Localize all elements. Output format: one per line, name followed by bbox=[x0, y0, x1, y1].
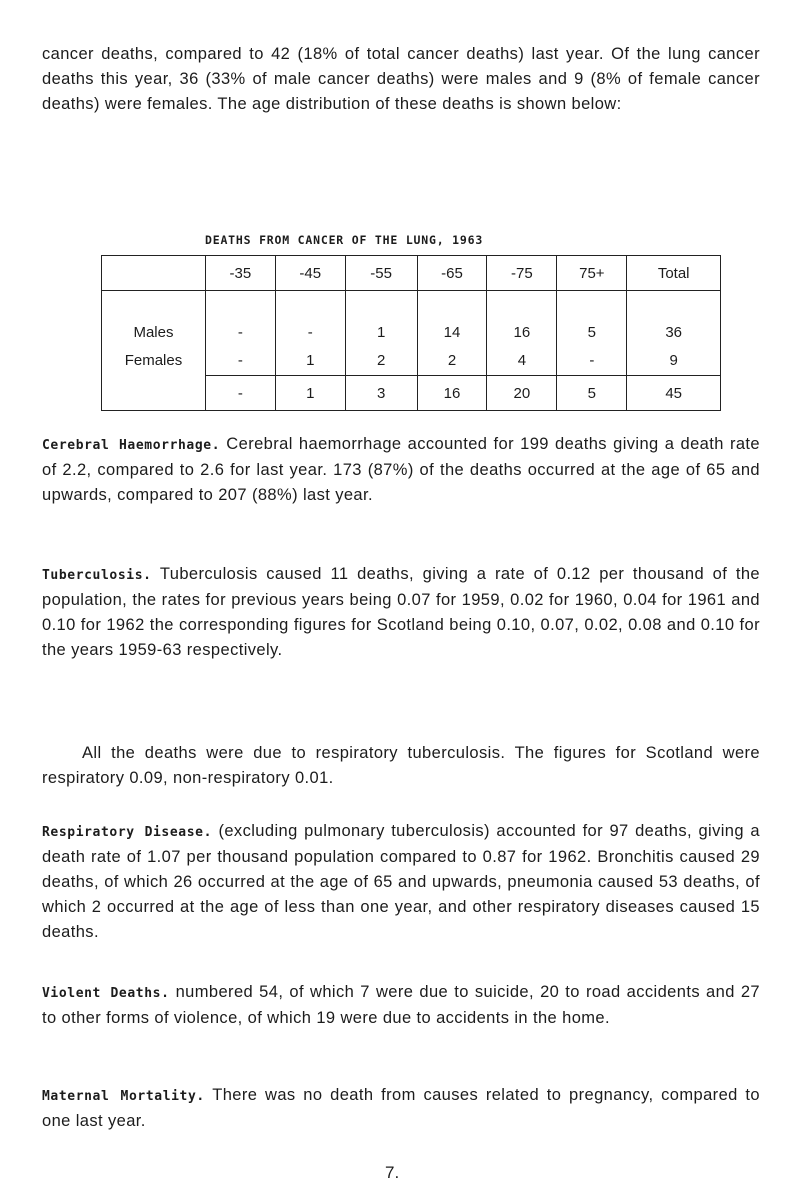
section-text: Tuberculosis caused 11 deaths, giving a rate of 0.12 per thousand of the population, the rates for previous years being 0.07 for 1959, 0.02 for 1960, 0.04 for 1961 and 0.10 for 1962 the corresponding figures for Scotland being 0.10, 0.07, 0.02, 0.08 and 0.10 for the years 1959-63 respectively. bbox=[42, 565, 760, 659]
col-header: -65 bbox=[417, 256, 487, 291]
cell-females: 9 bbox=[669, 352, 678, 369]
col-header: 75+ bbox=[557, 256, 627, 291]
body-cell bbox=[275, 291, 345, 376]
total-cell: 16 bbox=[417, 376, 487, 411]
total-cell: 5 bbox=[557, 376, 627, 411]
body-cell bbox=[417, 291, 487, 376]
body-cell bbox=[345, 291, 417, 376]
cell-males: 5 bbox=[587, 324, 596, 341]
total-cell: 3 bbox=[345, 376, 417, 411]
cell-males: 14 bbox=[443, 324, 461, 341]
table-header-row bbox=[102, 256, 721, 291]
intro-paragraph: cancer deaths, compared to 42 (18% of total cancer deaths) last year. Of the lung cancer deaths this year, 36 (33% of male cancer deaths) were males and 9 (8% of female cancer deaths) were females. The age distribution of these deaths is shown below: bbox=[42, 45, 760, 113]
body-cell bbox=[557, 291, 627, 376]
cell-males: - bbox=[237, 324, 243, 341]
section-heading: Maternal Mortality. bbox=[42, 1089, 205, 1104]
col-header: -75 bbox=[487, 256, 557, 291]
section-text: There was no death from causes related to pregnancy, compared to one last year. bbox=[42, 1086, 760, 1130]
total-cell: - bbox=[205, 376, 275, 411]
cell-females: - bbox=[589, 352, 595, 369]
tuberculosis-paragraph bbox=[42, 562, 760, 663]
header-blank-cell bbox=[102, 256, 206, 291]
section-heading: Cerebral Haemorrhage. bbox=[42, 438, 221, 453]
respiratory-tb-paragraph bbox=[42, 741, 760, 791]
page-number: 7. bbox=[385, 1163, 400, 1182]
total-cell: 1 bbox=[275, 376, 345, 411]
total-cell: 45 bbox=[627, 376, 721, 411]
table-title: DEATHS FROM CANCER OF THE LUNG, 1963 bbox=[205, 233, 484, 247]
cell-males: 16 bbox=[513, 324, 531, 341]
cell-females: 2 bbox=[376, 352, 386, 369]
section-heading: Violent Deaths. bbox=[42, 986, 170, 1001]
col-header: -35 bbox=[205, 256, 275, 291]
cell-females: 1 bbox=[306, 352, 315, 369]
cell-males: 1 bbox=[376, 324, 386, 341]
row-labels-cell bbox=[102, 291, 206, 411]
col-header: -45 bbox=[275, 256, 345, 291]
cell-females: - bbox=[237, 352, 243, 369]
cell-females: 2 bbox=[447, 352, 457, 369]
body-cell bbox=[627, 291, 721, 376]
cell-females: 4 bbox=[517, 352, 527, 369]
section-heading: Tuberculosis. bbox=[42, 568, 152, 583]
row-label-males: Males bbox=[133, 324, 174, 341]
total-cell: 20 bbox=[487, 376, 557, 411]
section-text: All the deaths were due to respiratory tuberculosis. The figures for Scotland were respiratory 0.09, non-respiratory 0.01. bbox=[42, 744, 760, 787]
col-header: Total bbox=[627, 256, 721, 291]
table-body-row bbox=[102, 291, 721, 376]
section-text: Cerebral haemorrhage accounted for 199 deaths giving a death rate of 2.2, compared to 2.6 for last year. 173 (87%) of the deaths occurred at the age of 65 and upwards, compared to 207 (88%) last year. bbox=[42, 435, 760, 504]
cerebral-haemorrhage-paragraph bbox=[42, 432, 760, 508]
section-text: (excluding pulmonary tuberculosis) accounted for 97 deaths, giving a death rate of 1.07 per thousand population compared to 0.87 for 1962. Bronchitis caused 29 deaths, of which 26 occurred at the age of 65 and upwards, pneumonia caused 53 deaths, of which 2 occurred at the age of less than one year, and other respiratory diseases caused 15 deaths. bbox=[42, 822, 760, 941]
col-header: -55 bbox=[345, 256, 417, 291]
lung-cancer-table bbox=[101, 255, 721, 411]
body-cell bbox=[205, 291, 275, 376]
cell-males: - bbox=[307, 324, 313, 341]
section-heading: Respiratory Disease. bbox=[42, 825, 212, 840]
row-label-females: Females bbox=[124, 352, 183, 369]
respiratory-disease-paragraph bbox=[42, 819, 760, 945]
maternal-mortality-paragraph bbox=[42, 1083, 760, 1134]
section-text: numbered 54, of which 7 were due to suicide, 20 to road accidents and 27 to other forms of violence, of which 19 were due to accidents in the home. bbox=[42, 983, 761, 1027]
violent-deaths-paragraph bbox=[42, 980, 760, 1031]
body-cell bbox=[487, 291, 557, 376]
cell-males: 36 bbox=[665, 324, 682, 341]
